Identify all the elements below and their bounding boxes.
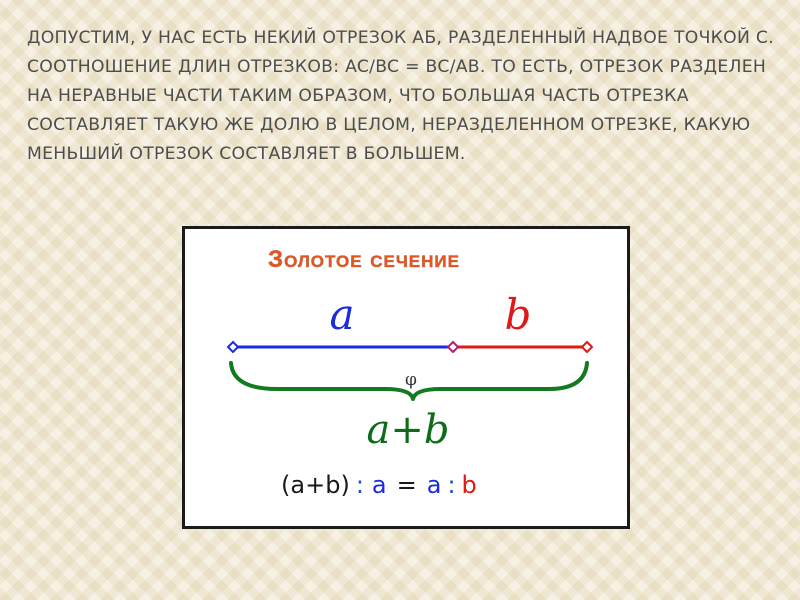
formula-a-2: a	[426, 471, 442, 499]
formula-colon-1: :	[355, 471, 364, 499]
formula-close-paren: )	[340, 471, 350, 499]
formula-open-paren: (	[281, 471, 291, 499]
endpoint-right-marker	[582, 342, 592, 352]
golden-ratio-diagram	[185, 229, 627, 526]
phi-symbol: φ	[405, 370, 417, 390]
figure-title: Золотое сечение	[268, 246, 460, 273]
formula-b: b	[461, 471, 477, 499]
endpoint-left-marker	[228, 342, 238, 352]
formula-equals: =	[396, 471, 417, 499]
formula-a-1: a	[371, 471, 387, 499]
formula-colon-2: :	[447, 471, 456, 499]
division-point-marker	[448, 342, 458, 352]
segment-a-label: a	[329, 290, 355, 339]
sum-label: a+b	[366, 407, 450, 453]
segment-b-label: b	[504, 290, 532, 339]
golden-ratio-figure	[182, 226, 630, 529]
formula-sum: a+b	[290, 471, 341, 499]
golden-ratio-formula	[281, 471, 477, 499]
slide-body-text: ДОПУСТИМ, У НАС ЕСТЬ НЕКИЙ ОТРЕЗОК АБ, РАЗДЕЛЕННЫЙ НАДВОЕ ТОЧКОЙ С. СООТНОШЕНИЕ ДЛИН ОТРЕЗКОВ: AC/BC = BC/AB. ТО ЕСТЬ, ОТРЕЗОК РАЗДЕЛЕН НА НЕРАВНЫЕ ЧАСТИ ТАКИМ ОБРАЗОМ, ЧТО БОЛЬШАЯ ЧАСТЬ ОТРЕЗКА СОСТАВЛЯЕТ ТАКУЮ ЖЕ ДОЛЮ В ЦЕЛОМ, НЕРАЗДЕЛЕННОМ ОТРЕЗКЕ, КАКУЮ МЕНЬШИЙ ОТРЕЗОК СОСТАВЛЯЕТ В БОЛЬШЕМ.	[27, 28, 774, 164]
